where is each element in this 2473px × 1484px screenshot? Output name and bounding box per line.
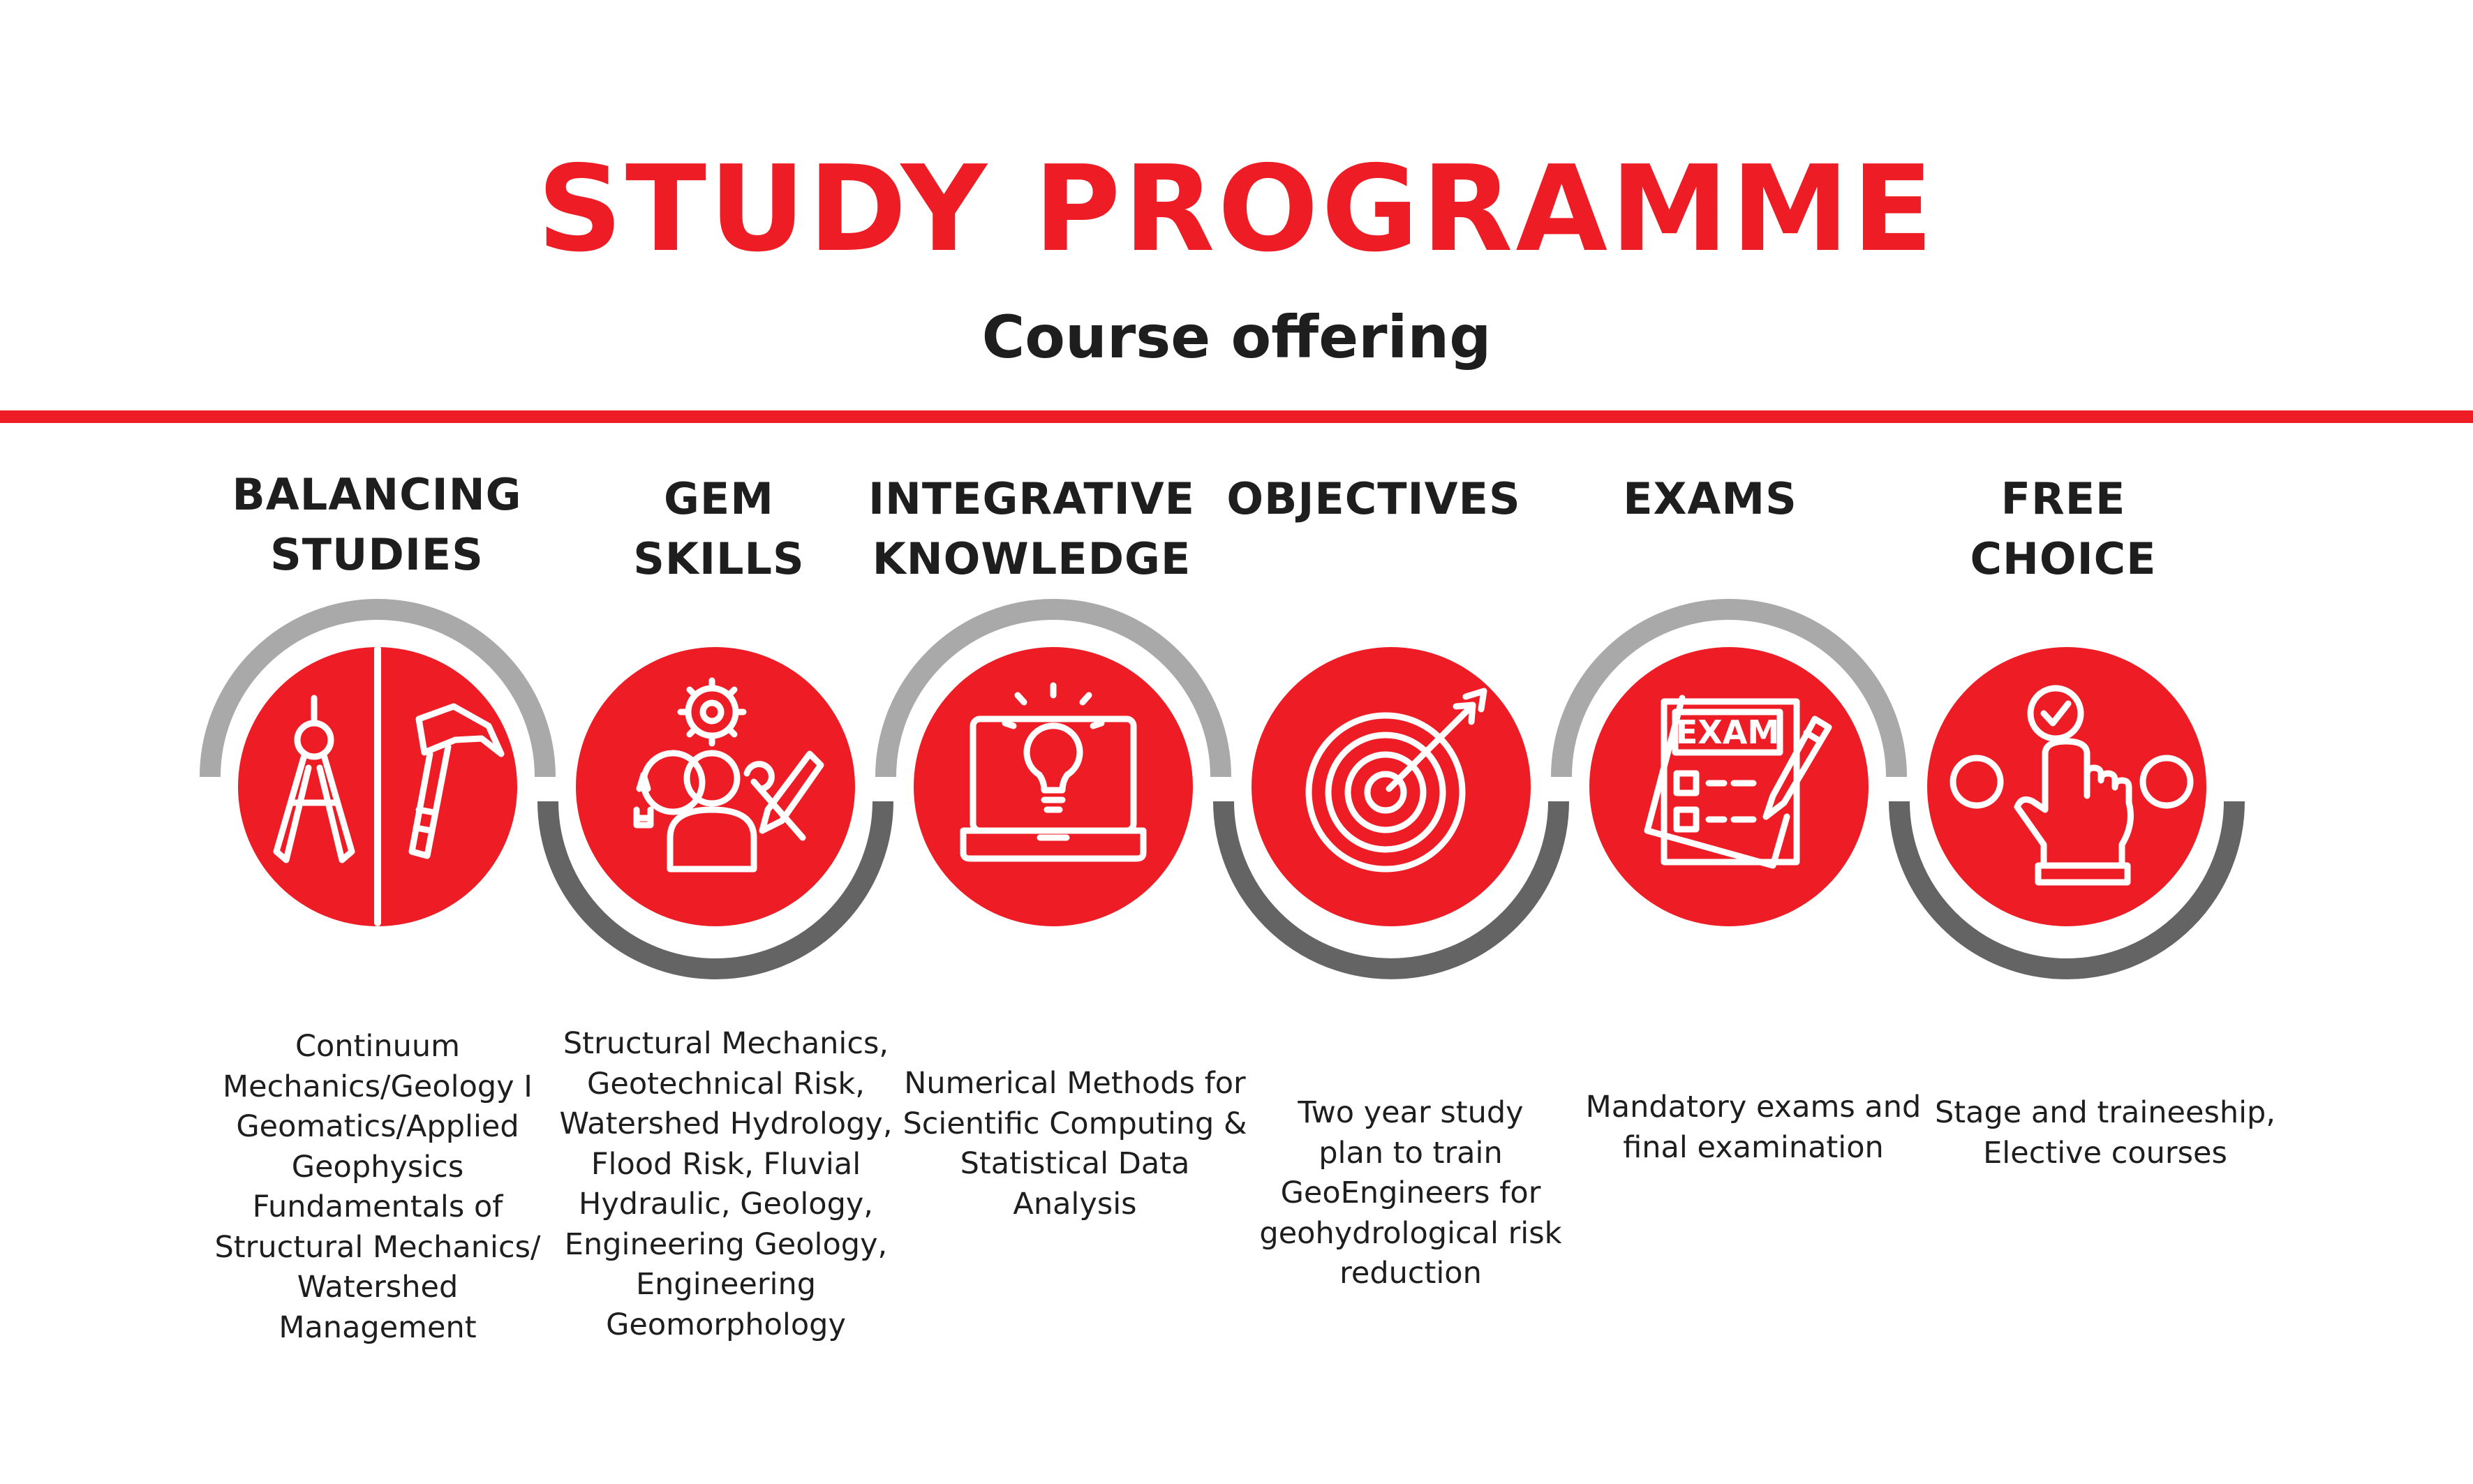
step-heading-exams: EXAMS xyxy=(1623,473,1797,524)
step-description-balancing-studies: Continuum Mechanics/Geology I Geomatics/Applied Geophysics Fundamentals of Structural Mechanics/ Watershed Management xyxy=(214,1029,541,1345)
step-heading-gem-skills: GEM SKILLS xyxy=(633,473,805,584)
step-description-integrative-knowledge: Numerical Methods for Scientific Computing & Statistical Data Analysis xyxy=(903,1066,1247,1222)
step-circle-exams xyxy=(1589,647,1869,926)
page-title: STUDY PROGRAMME xyxy=(537,140,1936,279)
exam-icon-label: EXAM xyxy=(1675,713,1780,751)
page-subtitle: Course offering xyxy=(981,303,1492,371)
step-description-exams: Mandatory exams and final examination xyxy=(1585,1090,1922,1165)
step-heading-objectives: OBJECTIVES xyxy=(1226,473,1521,524)
step-description-gem-skills: Structural Mechanics, Geotechnical Risk, Watershed Hydrology, Flood Risk, Fluvial Hydraulic, Geology, Engineering Geology, Engineering Geomorphology xyxy=(559,1026,893,1342)
step-heading-free-choice: FREE CHOICE xyxy=(1970,473,2157,584)
step-heading-balancing-studies: BALANCING STUDIES xyxy=(232,469,522,580)
step-heading-integrative-knowledge: INTEGRATIVE KNOWLEDGE xyxy=(868,473,1196,584)
step-description-objectives: Two year study plan to train GeoEngineers for geohydrological risk reduction xyxy=(1259,1095,1562,1291)
step-description-free-choice: Stage and traineeship, Elective courses xyxy=(1934,1095,2276,1171)
